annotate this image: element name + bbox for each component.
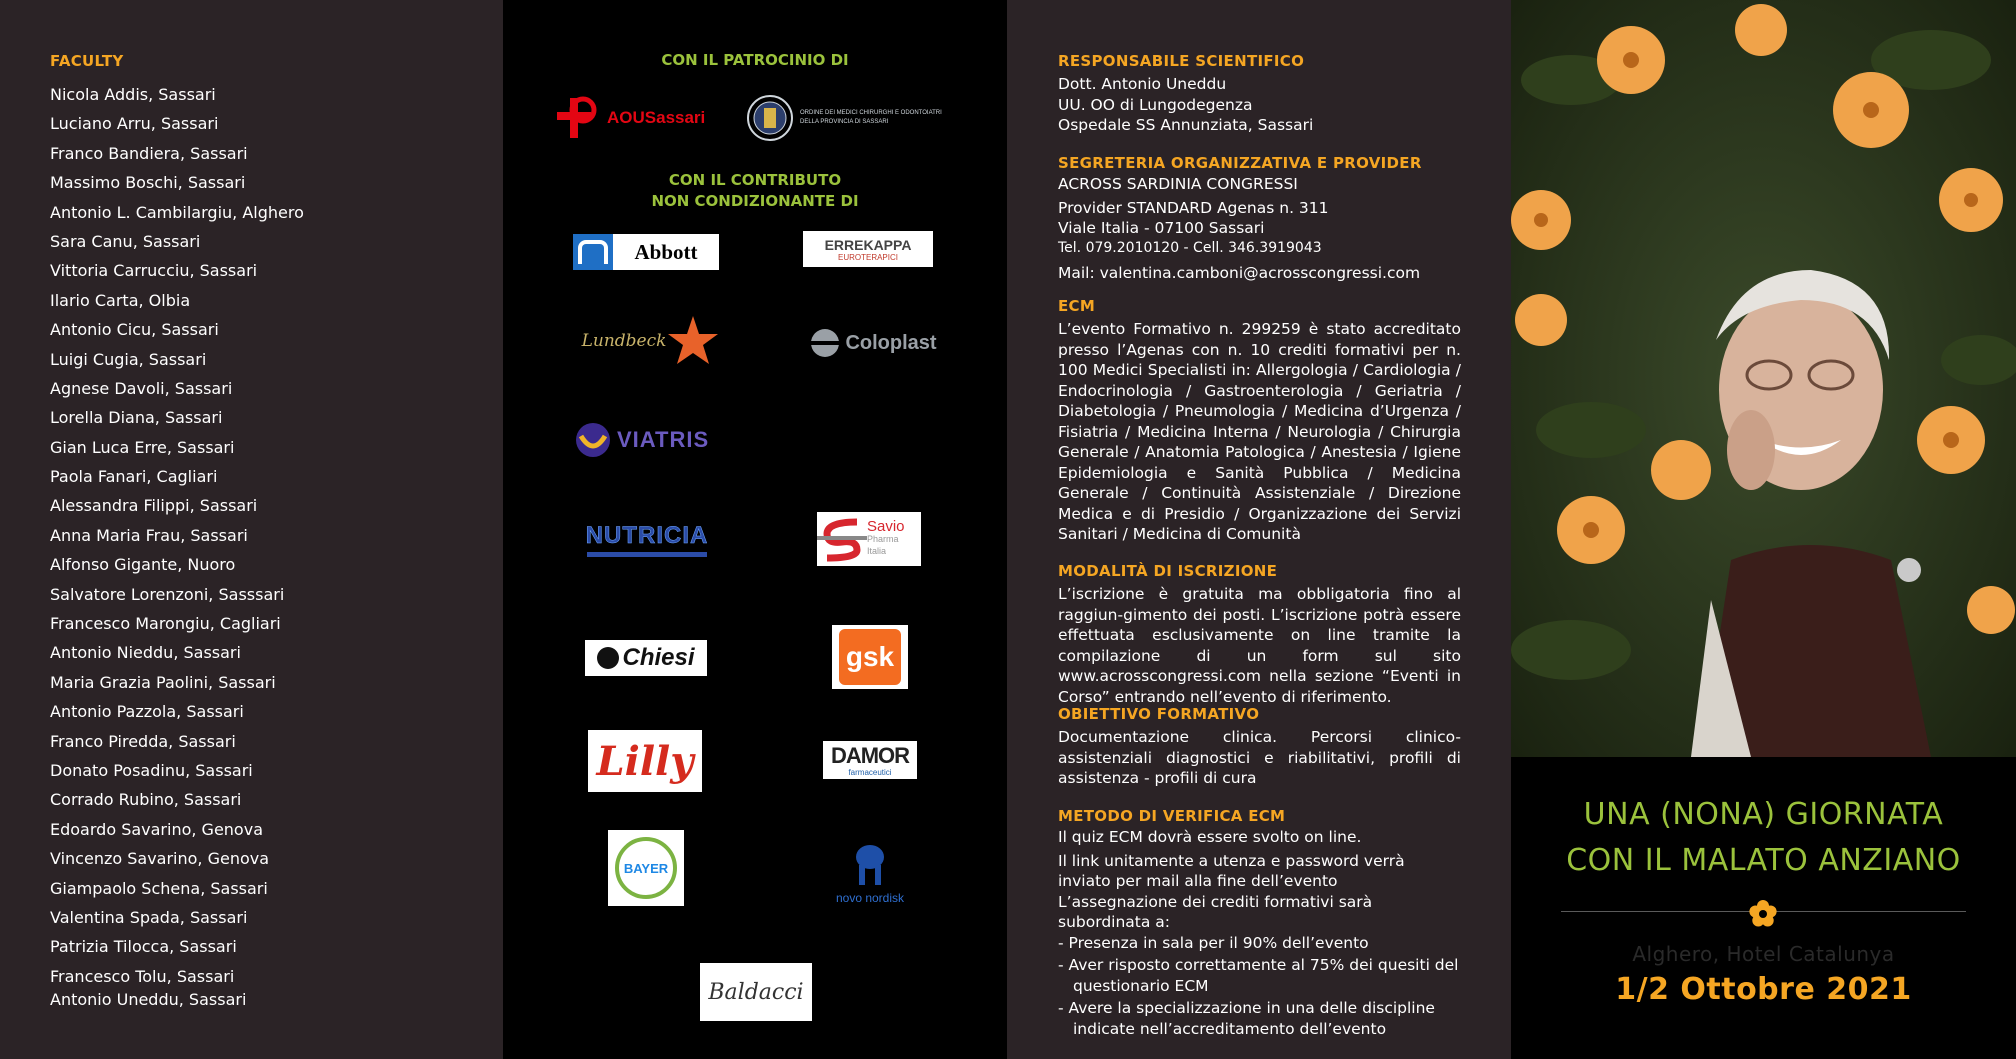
resp-heading: RESPONSABILE SCIENTIFICO (1058, 52, 1305, 70)
chiesi-logo (585, 640, 707, 676)
faculty-member: Antonio Cicu, Sassari (50, 320, 219, 340)
faculty-member: Antonio Uneddu, Sassari (50, 989, 247, 1009)
coloplast-logo-text: Coloplast (845, 331, 937, 354)
bayer-logo (608, 830, 684, 906)
savio-icon (817, 514, 867, 564)
faculty-member: Vittoria Carrucciu, Sassari (50, 261, 258, 281)
aou-cross-icon (553, 92, 605, 144)
elderly-woman-flowers-image (1511, 0, 2016, 757)
faculty-member: Gian Luca Erre, Sassari (50, 437, 235, 457)
faculty-member: Francesco Tolu, Sassari (50, 966, 235, 986)
faculty-member: Patrizia Tilocca, Sassari (50, 937, 237, 957)
abbott-logo (573, 234, 719, 270)
faculty-member: Maria Grazia Paolini, Sassari (50, 672, 276, 692)
cover-title-line: CON IL MALATO ANZIANO (1566, 843, 1961, 878)
cover-photo (1511, 0, 2016, 757)
faculty-member: Agnese Davoli, Sassari (50, 378, 233, 398)
viatris-logo (573, 416, 723, 464)
verifica-bullet: - Aver risposto correttamente al 75% dei quesiti del questionario ECM (1058, 956, 1459, 995)
faculty-member: Franco Piredda, Sassari (50, 731, 236, 751)
faculty-list (50, 84, 304, 1018)
cover-title (1511, 792, 2016, 884)
bayer-logo-text: BAYER (623, 860, 669, 876)
verifica-heading: METODO DI VERIFICA ECM (1058, 807, 1286, 825)
sponsors-panel (503, 0, 1007, 1059)
verifica-bullet: - Presenza in sala per il 90% dell’evento (1058, 933, 1369, 952)
errekappa-logo (803, 231, 933, 267)
verifica-bullets (1058, 933, 1461, 1040)
segreteria-line: ACROSS SARDINIA CONGRESSI (1058, 175, 1298, 193)
patronage-heading: CON IL PATROCINIO DI (661, 51, 849, 69)
faculty-member: Nicola Addis, Sassari (50, 85, 216, 104)
verifica-line: Il link unitamente a utenza e password verrà inviato per mail alla fine dell’evento (1058, 851, 1405, 890)
novo-logo-text: novo nordisk (835, 891, 905, 905)
faculty-member: Giampaolo Schena, Sassari (50, 878, 268, 898)
faculty-member: Antonio L. Cambilargiu, Alghero (50, 202, 304, 222)
lundbeck-logo (578, 311, 724, 371)
resp-line: Ospedale SS Annunziata, Sassari (1058, 116, 1314, 134)
faculty-member: Donato Posadinu, Sassari (50, 760, 253, 780)
ordine-medici-logo (746, 90, 961, 146)
faculty-panel (0, 0, 503, 1059)
damor-logo-sub: farmaceutici (848, 768, 892, 777)
savio-logo-text: Savio (867, 518, 905, 535)
ordine-logo-text: ORDINE DEI MEDICI CHIRURGHI E ODONTOIATRI DELLA PROVINCIA DI SASSARI (800, 110, 942, 125)
resp-line: UU. OO di Lungodegenza (1058, 95, 1253, 114)
segreteria-mail: Mail: valentina.camboni@acrosscongressi.com (1058, 263, 1421, 282)
baldacci-logo-text: Baldacci (708, 979, 804, 1005)
errekappa-logo-text: ERREKAPPA (824, 236, 912, 253)
faculty-member: Luciano Arru, Sassari (50, 114, 219, 134)
coloplast-logo (798, 325, 948, 361)
faculty-member: Sara Canu, Sassari (50, 231, 201, 251)
viatris-logo-text: VIATRIS (617, 427, 710, 452)
contribution-heading-1: CON IL CONTRIBUTO (668, 171, 842, 189)
apis-bull-icon (847, 839, 893, 891)
verifica-line: Il quiz ECM dovrà essere svolto on line. (1058, 828, 1362, 846)
cover-title-line: UNA (NONA) GIORNATA (1583, 797, 1944, 832)
chiesi-logo-text: Chiesi (622, 644, 695, 671)
segreteria-tel: Tel. 079.2010120 - Cell. 346.3919043 (1058, 239, 1322, 256)
faculty-member: Anna Maria Frau, Sassari (50, 525, 248, 545)
faculty-member: Massimo Boschi, Sassari (50, 173, 246, 193)
flower-icon (1749, 900, 1777, 928)
errekappa-logo-sub: EUROTERAPICI (837, 252, 898, 262)
segreteria-line: Provider STANDARD Agenas n. 311 (1058, 198, 1329, 217)
faculty-member: Francesco Marongiu, Cagliari (50, 614, 281, 634)
viatris-icon (573, 420, 613, 460)
segreteria-line: Viale Italia - 07100 Sassari (1058, 219, 1265, 237)
starfish-icon (666, 314, 720, 368)
verifica-body (1058, 827, 1461, 1039)
savio-logo (817, 512, 921, 566)
faculty-member: Alessandra Filippi, Sassari (50, 496, 258, 516)
gsk-logo-text: gsk (845, 641, 895, 672)
info-panel (1007, 0, 1511, 1059)
faculty-member: Valentina Spada, Sassari (50, 907, 248, 927)
obiettivo-body: Documentazione clinica. Percorsi clinico-assistenziali diagnostici e riabilitativi, profili di assistenza - profili di cura (1058, 728, 1461, 787)
seal-icon (746, 94, 794, 142)
lundbeck-logo-text: Lundbeck (581, 331, 667, 351)
gsk-logo (832, 625, 908, 689)
coloplast-icon (809, 327, 841, 359)
damor-logo (823, 741, 917, 779)
faculty-heading: FACULTY (50, 52, 124, 70)
lilly-logo-text: Lilly (596, 737, 694, 785)
aou-logo-text: AOUSassari (607, 108, 706, 127)
resp-line: Dott. Antonio Uneddu (1058, 75, 1227, 93)
faculty-member: Antonio Pazzola, Sassari (50, 702, 244, 722)
faculty-member: Luigi Cugia, Sassari (50, 349, 207, 369)
novo-nordisk-logo (815, 834, 925, 910)
faculty-member: Salvatore Lorenzoni, Sasssari (50, 584, 285, 604)
savio-logo-sub: Pharma Italia (867, 534, 899, 556)
baldacci-logo (700, 963, 812, 1021)
faculty-member: Alfonso Gigante, Nuoro (50, 555, 236, 575)
faculty-member: Lorella Diana, Sassari (50, 408, 223, 428)
cover-date: 1/2 Ottobre 2021 (1615, 972, 1912, 1007)
faculty-member: Franco Bandiera, Sassari (50, 143, 248, 163)
segreteria-body (1058, 174, 1461, 283)
damor-logo-text: DAMOR (830, 743, 910, 768)
cover-panel (1511, 0, 2016, 1059)
faculty-member: Ilario Carta, Olbia (50, 290, 191, 310)
faculty-member: Antonio Nieddu, Sassari (50, 643, 241, 663)
resp-body (1058, 74, 1461, 136)
faculty-member: Vincenzo Savarino, Genova (50, 849, 270, 869)
nutricia-logo (581, 512, 713, 566)
verifica-line: L’assegnazione dei crediti formativi sarà subordinata a: (1058, 892, 1373, 931)
chiesi-icon (597, 647, 619, 669)
modalita-body: L’iscrizione è gratuita ma obbligatoria fino al raggiun-gimento dei posti. L’iscrizione potrà essere effettuata esclusivamente on line tramite la compilazione di un form sul sito www.acrosscongressi.com nella sezione “Eventi in Corso” entrando nell’evento di riferimento. (1058, 585, 1461, 706)
verifica-bullet: - Avere la specializzazione in una delle discipline indicate nell’accreditamento dell’evento (1058, 999, 1435, 1038)
lilly-logo (588, 730, 702, 792)
segreteria-heading: SEGRETERIA ORGANIZZATIVA E PROVIDER (1058, 154, 1422, 172)
abbott-logo-text: Abbott (634, 239, 698, 264)
ecm-heading: ECM (1058, 297, 1096, 315)
faculty-member: Edoardo Savarino, Genova (50, 819, 263, 839)
contribution-heading-2: NON CONDIZIONANTE DI (651, 192, 859, 210)
aou-sassari-logo (553, 88, 718, 148)
cover-venue: Alghero, Hotel Catalunya (1632, 942, 1895, 966)
ecm-body: L’evento Formativo n. 299259 è stato accreditato presso l’Agenas con n. 10 crediti formativi per n. 100 Medici Specialisti in: Allergologia / Cardiologia / Endocrinologia / Gastroenterologia / Geriatria / Diabetologia / Pneumologia / Medicina d’Urgenza / Fisiatria / Medicina Interna / Neurologia / Chirurgia Generale / Anatomia Patologica / Anestesia / Igiene Epidemiologia e Sanità Pubblica / Medicina Generale / Continuità Assistenziale / Direzione Medica e di Presidio / Organizzazione dei Servizi Sanitari / Medicina di Comunità (1058, 320, 1461, 543)
nutricia-logo-text: NUTRICIA (585, 521, 709, 549)
obiettivo-heading: OBIETTIVO FORMATIVO (1058, 705, 1260, 723)
abbott-icon (573, 234, 613, 270)
faculty-member: Paola Fanari, Cagliari (50, 467, 218, 487)
faculty-member: Corrado Rubino, Sassari (50, 790, 242, 810)
modalita-heading: MODALITÀ DI ISCRIZIONE (1058, 562, 1278, 580)
